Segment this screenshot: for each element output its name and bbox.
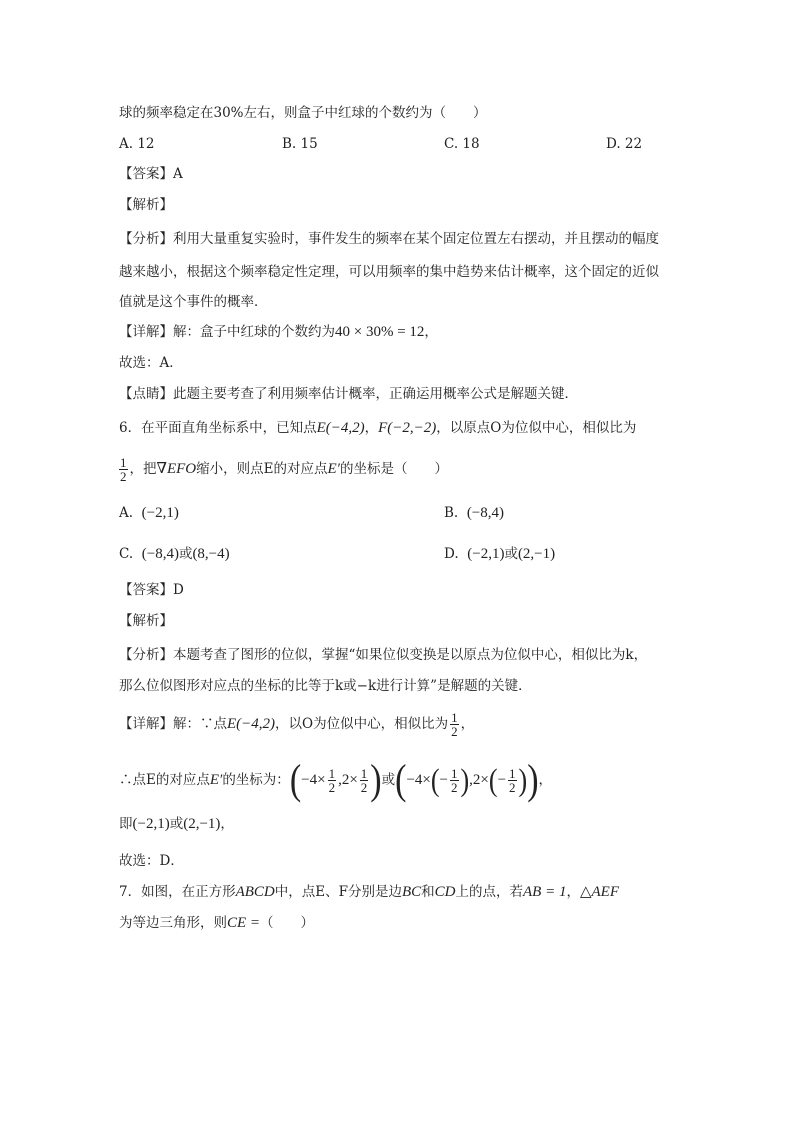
q7-sep: ， [566,884,580,900]
q6-ji-value-1: (−2,1) [132,816,170,832]
q6-detail-point-e: E(−4,2) [227,716,276,732]
q7-square-abcd: ABCD [235,884,275,900]
q7-ce-equals: CE = [227,915,261,931]
q6-point-e: E(−4,2) [316,420,365,436]
q6-option-c-label: C. [119,546,134,562]
q5-option-b: B. 15 [282,136,318,152]
q6-option-a-label: A. [119,505,134,521]
q6-calc-frac-2-num: 1 [360,766,368,781]
q6-stem-text: 6．在平面直角坐标系中，已知点 [119,420,317,436]
q6-calc-prefix: ∴点E的对应点 [119,772,210,788]
q6-option-c-value-2: (8,−4) [192,546,230,562]
q5-detail-prefix: 【详解】解：盒子中红球的个数约为 [119,324,335,340]
q6-ji-or: 或 [169,816,184,832]
q5-option-a: A. 12 [119,136,155,152]
q6-stem-text-2: ，以原点O为位似中心，相似比为 [436,420,637,436]
q5-analysis-line-1: 【分析】利用大量重复实验时，事件发生的频率在某个固定位置左右摆动，并且摆动的幅度 [119,231,659,247]
q7-stem-text-4: 为等边三角形，则 [119,915,227,931]
q6-eprime: E′ [327,461,340,477]
q6-stem-text-5: 的坐标是（ ） [339,461,448,477]
q6-calc-neg4-2: −4× [406,772,431,788]
q6-ji-prefix: 即 [119,816,133,832]
q6-calc-paren-open-1: ( [289,756,302,803]
q6-triangle: ∇EFO [156,461,197,477]
q6-stem-line-1 [119,418,636,438]
q6-calc-frac-2 [360,767,369,794]
q6-calc-paren-close-3: ) [460,762,470,798]
q5-analysis-line-2: 越来越小，根据这个频率稳定性定理，可以用频率的集中趋势来估计概率，这个固定的近似 [119,264,659,280]
q5-option-d: D. 22 [606,136,643,152]
q6-detail-fraction [450,711,459,738]
q6-detail-fraction-num: 1 [451,710,458,725]
q5-comment: 【点睛】此题主要考查了利用频率估计概率，正确运用概率公式是解题关键． [119,386,578,402]
q6-point-f: F(−2,−2) [378,420,437,436]
q6-calc-frac-3 [450,767,459,794]
q6-calc-line [119,756,553,803]
q6-calc-comma2-1: ,2× [338,772,358,788]
q6-option-b-value: (−8,4) [466,505,505,521]
q7-side-bc: BC [402,884,422,900]
q6-option-b-label: B. [444,505,459,521]
q6-option-d-value-1: (−2,1) [467,546,505,562]
q6-calc-neg-1: − [439,772,448,788]
q5-option-c: C. 18 [444,136,480,152]
q6-calc-paren-close-4: ) [518,762,528,798]
q5-analysis-line-3: 值就是这个事件的概率． [119,294,268,310]
q7-stem-line-1 [119,882,619,902]
q6-stem-text-3: ，把 [129,461,157,477]
q6-option-c-value-1: (−8,4) [141,546,179,562]
q6-ji-line [119,814,234,834]
q6-calc-paren-open-2: ( [395,756,407,803]
q6-jiexi-heading: 【解析】 [119,613,173,629]
q6-calc-paren-open-4: ( [488,762,498,798]
q5-choose: 故选：A． [119,355,183,371]
q6-calc-frac-1-den: 2 [328,780,336,795]
q6-ji-value-2: (2,−1) [183,816,221,832]
q6-option-d-or: 或 [504,546,518,562]
q5-jiexi-heading: 【解析】 [119,197,173,213]
q6-calc-paren-close-1: ) [370,756,382,803]
q5-detail [119,322,438,342]
q6-calc-comma2-2: ,2× [469,772,489,788]
q6-calc-or: 或 [381,772,396,788]
q6-calc-paren-open-3: ( [430,762,440,798]
q6-choose: 故选：D． [119,853,184,869]
q6-detail-sep: ， [460,716,475,732]
q6-option-d-value-2: (2,−1) [517,546,556,562]
q6-answer: 【答案】D [119,582,184,598]
q6-calc-paren-close-2: ) [527,756,539,803]
q6-detail-line [119,711,474,738]
q6-option-d-label: D. [444,546,459,562]
q5-detail-math: 40 × 30% = 12 [335,324,425,340]
q6-calc-mid: 的坐标为： [222,772,290,788]
q6-ji-suffix: ， [220,816,234,832]
q7-stem-text-1: 7．如图，在正方形 [119,884,236,900]
q6-option-b [444,503,504,523]
q7-ab-equals-1: AB = 1 [523,884,567,900]
q6-calc-frac-1 [328,767,337,794]
q6-calc-frac-1-num: 1 [328,766,336,781]
q6-calc-neg-2: − [497,772,507,788]
q6-calc-eprime: E′ [209,772,223,788]
q7-side-cd: CD [434,884,456,900]
q6-calc-frac-4-num: 1 [509,766,516,781]
q6-analysis-line-2: 那么位似图形对应点的坐标的比等于k或−k进行计算”是解题的关键． [119,678,532,694]
q6-option-c [119,544,230,564]
q7-and: 和 [421,884,435,900]
q6-stem-text-4: 缩小，则点E的对应点 [196,461,328,477]
q6-ratio-den: 2 [120,469,127,484]
q6-detail-text-2: ，以O为位似中心，相似比为 [275,716,449,732]
q6-option-c-or: 或 [178,546,193,562]
q7-stem-text-2: 中，点E、F分别是边 [274,884,402,900]
q7-triangle-aef: △AEF [579,884,619,900]
q6-detail-text-1: 【详解】解：∵点 [119,716,227,732]
q6-detail-fraction-den: 2 [451,724,458,739]
q5-answer: 【答案】A [119,166,183,182]
q5-stem-tail: 球的频率稳定在30%左右，则盒子中红球的个数约为（ ） [119,105,487,121]
q6-calc-frac-2-den: 2 [360,780,368,795]
q6-option-a-value: (−2,1) [141,505,179,521]
q6-ratio-fraction [119,456,128,483]
q6-calc-sep: ， [538,772,553,788]
q7-stem-text-5: （ ） [260,915,315,931]
q6-option-d [444,544,555,564]
q6-calc-neg4-1: −4× [301,772,326,788]
q5-detail-suffix: ， [424,324,438,340]
q6-calc-frac-4 [508,767,517,794]
q6-sep: ， [364,420,379,436]
q6-ratio-num: 1 [120,455,127,470]
q6-analysis-line-1: 【分析】本题考查了图形的位似，掌握“如果位似变换是以原点为位似中心，相似比为k， [119,647,648,663]
q6-calc-frac-4-den: 2 [509,780,516,795]
q6-option-a [119,503,179,523]
q7-stem-text-3: 上的点，若 [455,884,524,900]
q7-stem-line-2 [119,913,314,933]
q6-calc-frac-3-den: 2 [451,780,458,795]
q6-stem-line-2 [119,456,448,483]
q6-calc-frac-3-num: 1 [451,766,458,781]
